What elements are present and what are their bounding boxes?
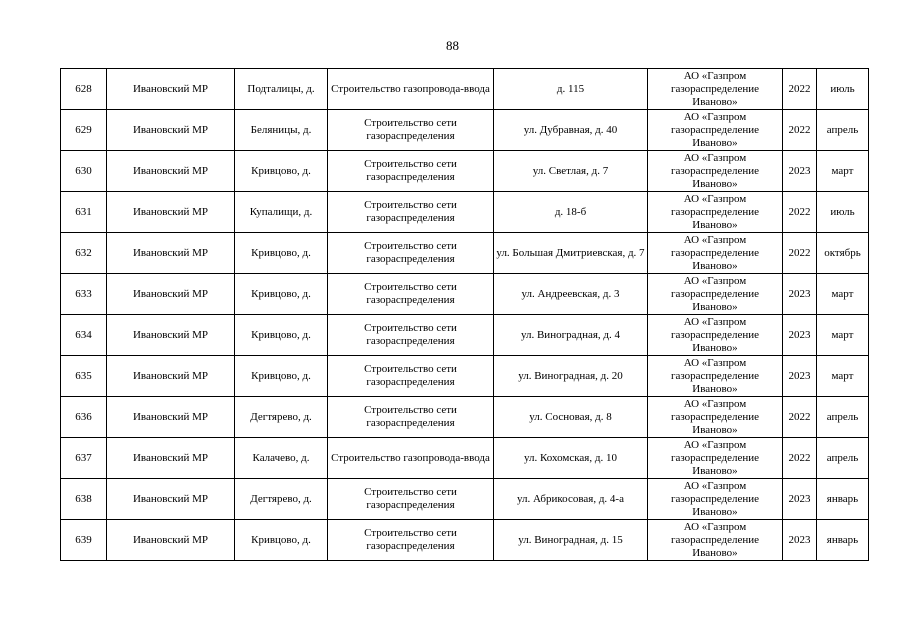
settlement-cell: Кривцово, д. [235,233,328,274]
address-cell: ул. Виноградная, д. 15 [494,520,648,561]
table-row [61,110,869,151]
month-cell: январь [817,520,869,561]
organization-cell: АО «Газпром газораспределение Иваново» [648,356,783,397]
settlement-cell: Калачево, д. [235,438,328,479]
address-cell: ул. Андреевская, д. 3 [494,274,648,315]
row-number-cell: 639 [61,520,107,561]
work-type-cell: Строительство сети газораспределения [328,315,494,356]
work-type-cell: Строительство сети газораспределения [328,520,494,561]
settlement-cell: Дегтярево, д. [235,397,328,438]
row-number-cell: 634 [61,315,107,356]
table-row [61,356,869,397]
row-number-cell: 633 [61,274,107,315]
organization-cell: АО «Газпром газораспределение Иваново» [648,397,783,438]
address-cell: ул. Дубравная, д. 40 [494,110,648,151]
address-cell: д. 115 [494,69,648,110]
month-cell: январь [817,479,869,520]
address-cell: ул. Сосновая, д. 8 [494,397,648,438]
month-cell: апрель [817,110,869,151]
district-cell: Ивановский МР [107,520,235,561]
district-cell: Ивановский МР [107,192,235,233]
work-type-cell: Строительство сети газораспределения [328,192,494,233]
gasification-table [60,68,869,561]
organization-cell: АО «Газпром газораспределение Иваново» [648,274,783,315]
settlement-cell: Дегтярево, д. [235,479,328,520]
month-cell: март [817,274,869,315]
work-type-cell: Строительство сети газораспределения [328,151,494,192]
district-cell: Ивановский МР [107,233,235,274]
district-cell: Ивановский МР [107,315,235,356]
row-number-cell: 631 [61,192,107,233]
row-number-cell: 628 [61,69,107,110]
work-type-cell: Строительство сети газораспределения [328,274,494,315]
year-cell: 2023 [783,151,817,192]
row-number-cell: 629 [61,110,107,151]
year-cell: 2022 [783,397,817,438]
organization-cell: АО «Газпром газораспределение Иваново» [648,233,783,274]
row-number-cell: 630 [61,151,107,192]
table-row [61,151,869,192]
month-cell: март [817,356,869,397]
table-row [61,69,869,110]
month-cell: июль [817,69,869,110]
row-number-cell: 635 [61,356,107,397]
address-cell: ул. Абрикосовая, д. 4-а [494,479,648,520]
settlement-cell: Беляницы, д. [235,110,328,151]
district-cell: Ивановский МР [107,110,235,151]
settlement-cell: Кривцово, д. [235,356,328,397]
row-number-cell: 638 [61,479,107,520]
table-row [61,479,869,520]
address-cell: ул. Кохомская, д. 10 [494,438,648,479]
table-row [61,274,869,315]
table-row [61,520,869,561]
work-type-cell: Строительство газопровода-ввода [328,69,494,110]
table-row [61,233,869,274]
settlement-cell: Кривцово, д. [235,274,328,315]
organization-cell: АО «Газпром газораспределение Иваново» [648,69,783,110]
organization-cell: АО «Газпром газораспределение Иваново» [648,151,783,192]
table-row [61,192,869,233]
settlement-cell: Кривцово, д. [235,151,328,192]
year-cell: 2023 [783,274,817,315]
address-cell: д. 18-б [494,192,648,233]
work-type-cell: Строительство сети газораспределения [328,233,494,274]
year-cell: 2022 [783,233,817,274]
settlement-cell: Подталицы, д. [235,69,328,110]
table-row [61,315,869,356]
month-cell: март [817,151,869,192]
year-cell: 2022 [783,110,817,151]
row-number-cell: 636 [61,397,107,438]
work-type-cell: Строительство сети газораспределения [328,110,494,151]
row-number-cell: 637 [61,438,107,479]
year-cell: 2022 [783,192,817,233]
settlement-cell: Кривцово, д. [235,520,328,561]
organization-cell: АО «Газпром газораспределение Иваново» [648,520,783,561]
work-type-cell: Строительство сети газораспределения [328,356,494,397]
settlement-cell: Кривцово, д. [235,315,328,356]
year-cell: 2023 [783,356,817,397]
month-cell: апрель [817,397,869,438]
district-cell: Ивановский МР [107,151,235,192]
address-cell: ул. Светлая, д. 7 [494,151,648,192]
district-cell: Ивановский МР [107,356,235,397]
organization-cell: АО «Газпром газораспределение Иваново» [648,479,783,520]
row-number-cell: 632 [61,233,107,274]
page-number: 88 [446,38,459,53]
settlement-cell: Купалищи, д. [235,192,328,233]
work-type-cell: Строительство сети газораспределения [328,479,494,520]
organization-cell: АО «Газпром газораспределение Иваново» [648,315,783,356]
address-cell: ул. Виноградная, д. 4 [494,315,648,356]
district-cell: Ивановский МР [107,397,235,438]
month-cell: март [817,315,869,356]
year-cell: 2022 [783,69,817,110]
month-cell: октябрь [817,233,869,274]
organization-cell: АО «Газпром газораспределение Иваново» [648,110,783,151]
year-cell: 2023 [783,479,817,520]
work-type-cell: Строительство газопровода-ввода [328,438,494,479]
district-cell: Ивановский МР [107,69,235,110]
address-cell: ул. Большая Дмитриевская, д. 7 [494,233,648,274]
organization-cell: АО «Газпром газораспределение Иваново» [648,438,783,479]
year-cell: 2022 [783,438,817,479]
organization-cell: АО «Газпром газораспределение Иваново» [648,192,783,233]
table-body [61,69,869,561]
table-row [61,397,869,438]
year-cell: 2023 [783,520,817,561]
year-cell: 2023 [783,315,817,356]
month-cell: апрель [817,438,869,479]
month-cell: июль [817,192,869,233]
table-row [61,438,869,479]
district-cell: Ивановский МР [107,274,235,315]
district-cell: Ивановский МР [107,438,235,479]
district-cell: Ивановский МР [107,479,235,520]
address-cell: ул. Виноградная, д. 20 [494,356,648,397]
work-type-cell: Строительство сети газораспределения [328,397,494,438]
